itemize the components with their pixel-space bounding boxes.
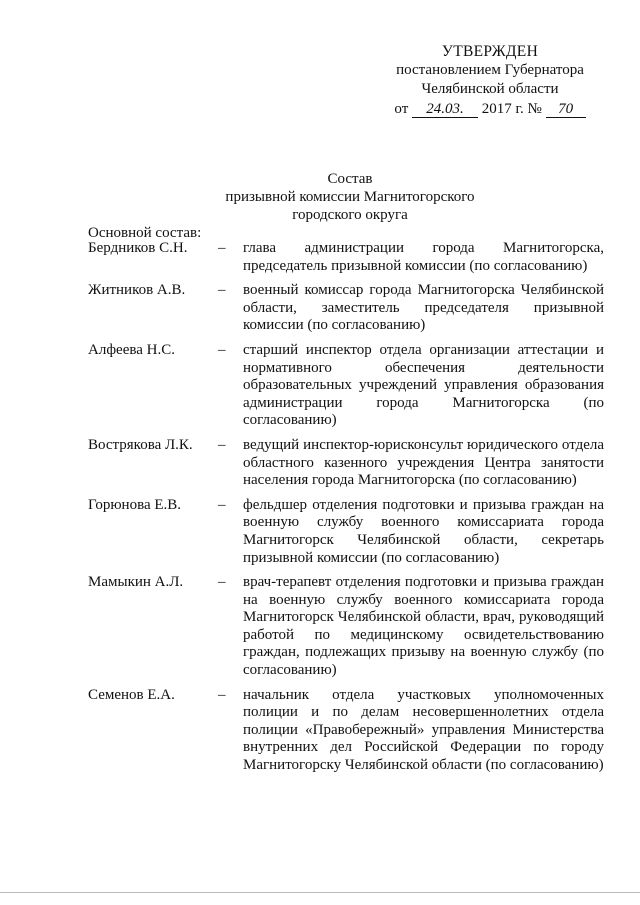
member-row [88,437,608,490]
member-row [88,282,608,335]
approval-date: 24.03. [412,101,478,118]
dash-separator: – [218,282,226,299]
title-line-2: призывной комиссии Магнитогорского [225,189,475,205]
approval-date-line [390,100,590,119]
member-position: ведущий инспектор-юрисконсульт юридического отдела областного казенного учреждения Центра занятости населения города Магнитогорска (по согласованию) [243,436,604,489]
member-position: фельдшер отделения подготовки и призыва граждан на военную службу военного комиссариата города Магнитогорск Челябинской области, секретарь призывной комиссии (по согласованию) [243,496,604,566]
member-name: Бердников С.Н. [88,240,188,256]
dash-separator: – [218,686,226,703]
dash-separator: – [218,341,226,358]
members-list [88,240,608,782]
dash-separator: – [218,496,226,513]
member-position: начальник отдела участковых уполномоченных полиции и по делам несовершеннолетних отдела полиции «Правобережный» управления Министерства внутренних дел Российской Федерации по городу Магнитогорску Челябинской области (по согласованию) [243,686,604,774]
member-row [88,342,608,430]
dash-separator: – [218,436,226,453]
member-position: старший инспектор отдела организации аттестации и нормативного обеспечения деятельности образовательных учреждений управления образования администрации города Магнитогорска (по согласованию) [243,341,604,429]
member-name: Семенов Е.А. [88,686,175,703]
document-title [200,170,500,224]
member-position: глава администрации города Магнитогорска, председатель призывной комиссии (по согласованию) [243,240,604,274]
dash-separator: – [218,240,226,256]
page-edge-line [0,892,640,893]
approval-number: 70 [546,101,586,118]
member-row [88,687,608,775]
member-name: Житников А.В. [88,282,186,299]
dash-separator: – [218,574,226,591]
member-name: Мамыкин А.Л. [88,574,184,591]
title-line-3: городского округа [292,207,408,223]
approval-block [390,42,590,119]
section-label: Основной состав: [88,225,202,241]
approval-year: 2017 г. № [481,101,542,117]
title-line-1: Состав [327,171,373,187]
member-position: военный комиссар города Магнитогорска Челябинской области, заместитель председателя призывной комиссии (по согласованию) [243,282,604,334]
date-prefix: от [394,101,409,117]
approval-heading: УТВЕРЖДЕН [441,43,539,60]
approval-line-2: Челябинской области [421,81,559,97]
member-row [88,574,608,680]
member-position: врач-терапевт отделения подготовки и призыва граждан на военную службу военного комиссариата города Магнитогорск Челябинской области, врач, руководящий работой по медицинскому освидетельствованию граждан, подлежащих призыву на военную службу (по согласованию) [243,574,604,679]
member-row [88,240,608,275]
member-name: Горюнова Е.В. [88,496,182,513]
member-name: Алфеева Н.С. [88,341,175,358]
member-name: Вострякова Л.К. [88,436,193,453]
approval-line-1: постановлением Губернатора [396,62,584,78]
member-row [88,497,608,567]
